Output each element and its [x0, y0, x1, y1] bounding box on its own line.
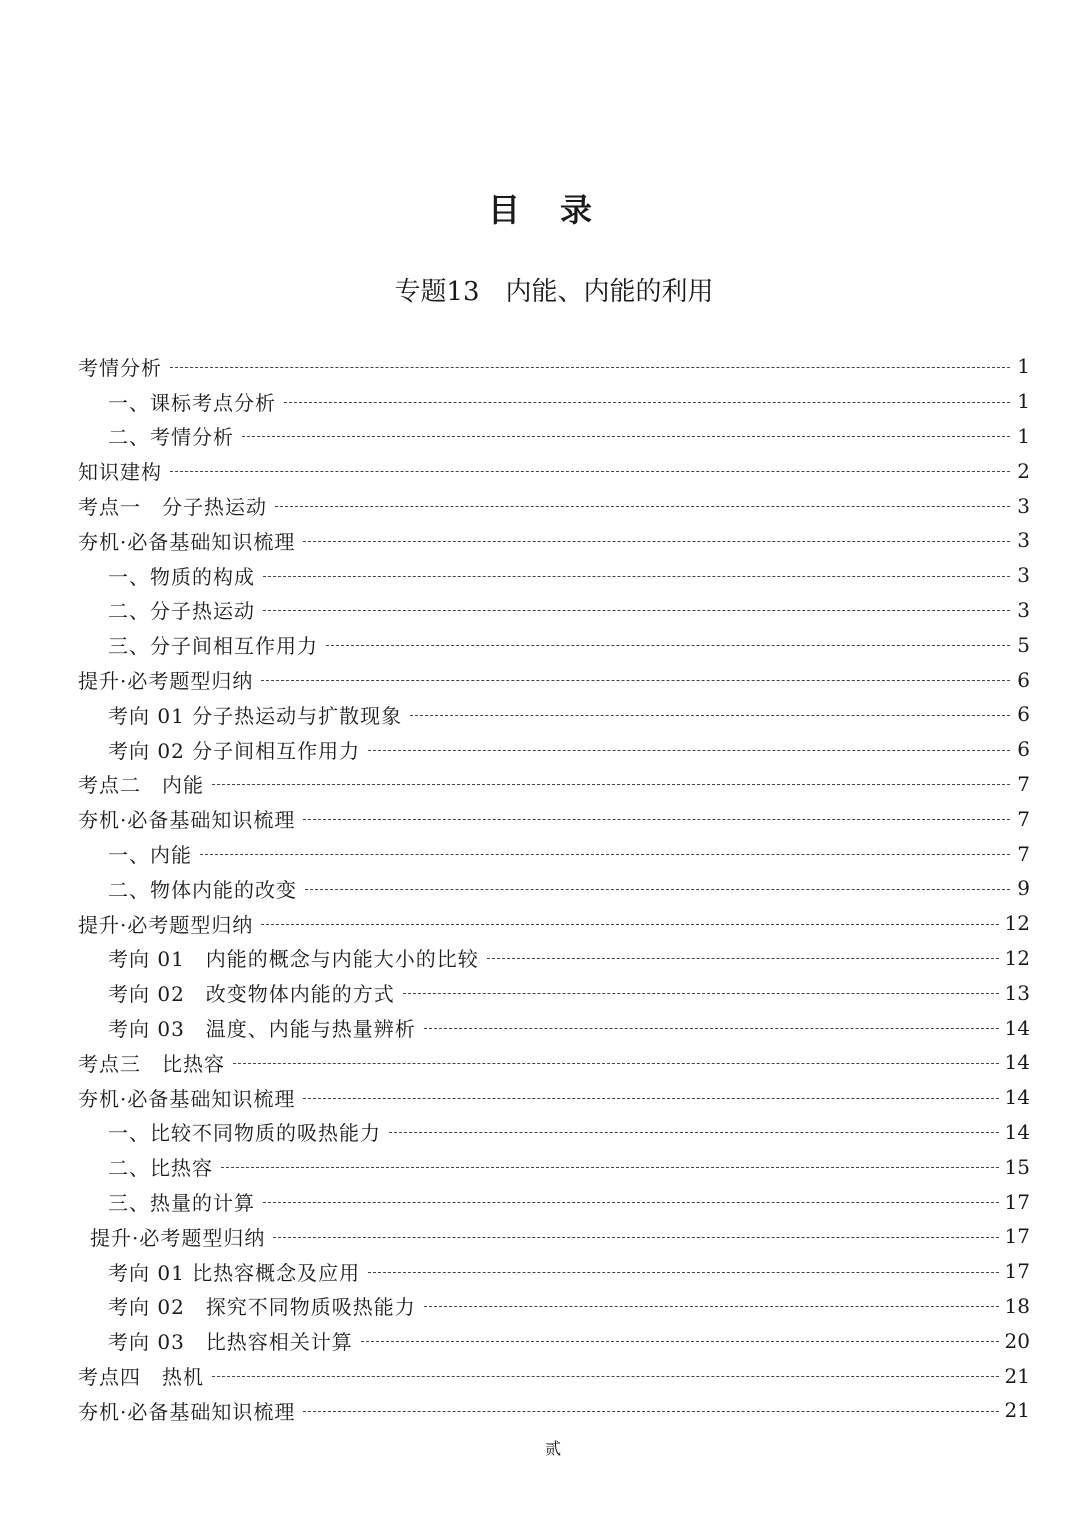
toc-page-number: 17	[1004, 1189, 1030, 1214]
toc-dash-leader	[261, 924, 998, 925]
toc-entry[interactable]	[78, 1010, 1030, 1045]
toc-entry[interactable]	[78, 1184, 1030, 1219]
toc-dash-leader	[410, 715, 1010, 716]
toc-dash-leader	[403, 993, 999, 994]
toc-page-number: 7	[1017, 771, 1030, 796]
toc-entry-label: 一、课标考点分析	[108, 390, 276, 415]
toc-dash-leader	[242, 436, 1010, 437]
toc-page-number: 14	[1004, 1050, 1030, 1075]
toc-page-number: 12	[1004, 911, 1030, 936]
toc-page-number: 13	[1004, 980, 1030, 1005]
toc-entry-label: 提升·必考题型归纳	[78, 912, 254, 937]
toc-page-number: 7	[1017, 806, 1030, 831]
toc-entry[interactable]	[78, 767, 1030, 802]
toc-entry-label: 知识建构	[78, 460, 162, 485]
toc-entry-label: 提升·必考题型归纳	[78, 669, 254, 694]
toc-dash-leader	[263, 576, 1010, 577]
toc-entry-label: 夯机·必备基础知识梳理	[78, 808, 296, 833]
toc-page-number: 12	[1004, 945, 1030, 970]
toc-page-number: 2	[1017, 458, 1030, 483]
toc-entry[interactable]	[78, 1149, 1030, 1184]
toc-entry[interactable]	[78, 906, 1030, 941]
toc-entry-label: 考点一 分子热运动	[78, 495, 267, 520]
toc-page-number: 1	[1017, 354, 1030, 379]
toc-entry-label: 考向 03 温度、内能与热量辨析	[108, 1017, 416, 1042]
toc-dash-leader	[263, 610, 1010, 611]
toc-entry-label: 夯机·必备基础知识梳理	[78, 529, 296, 554]
toc-entry-label: 夯机·必备基础知识梳理	[78, 1086, 296, 1111]
toc-dash-leader	[326, 645, 1010, 646]
toc-entry[interactable]	[78, 801, 1030, 836]
toc-entry[interactable]	[78, 732, 1030, 767]
toc-page-number: 5	[1017, 632, 1030, 657]
table-of-contents	[78, 349, 1030, 1428]
toc-dash-leader	[487, 958, 999, 959]
toc-page-number: 17	[1004, 1224, 1030, 1249]
toc-dash-leader	[221, 1167, 999, 1168]
toc-dash-leader	[303, 1411, 998, 1412]
toc-entry[interactable]	[78, 523, 1030, 558]
toc-entry[interactable]	[78, 1115, 1030, 1150]
toc-dash-leader	[263, 1202, 999, 1203]
toc-entry-label: 一、内能	[108, 843, 192, 868]
toc-entry[interactable]	[78, 1393, 1030, 1428]
toc-page-number: 14	[1004, 1119, 1030, 1144]
toc-page-number: 1	[1017, 389, 1030, 414]
toc-entry[interactable]	[78, 836, 1030, 871]
toc-entry-label: 考向 02 分子间相互作用力	[108, 738, 361, 763]
toc-page-number: 15	[1004, 1154, 1030, 1179]
toc-page-number: 3	[1017, 528, 1030, 553]
toc-entry-label: 考点三 比热容	[78, 1051, 225, 1076]
toc-page-number: 1	[1017, 423, 1030, 448]
toc-page-number: 20	[1004, 1328, 1030, 1353]
toc-entry[interactable]	[78, 488, 1030, 523]
toc-entry[interactable]	[78, 1358, 1030, 1393]
toc-dash-leader	[303, 819, 1010, 820]
toc-dash-leader	[368, 1272, 998, 1273]
toc-entry[interactable]	[78, 697, 1030, 732]
toc-entry-label: 考点四 热机	[78, 1365, 204, 1389]
toc-entry[interactable]	[78, 453, 1030, 488]
toc-dash-leader	[170, 367, 1010, 368]
toc-entry[interactable]	[78, 1254, 1030, 1289]
toc-dash-leader	[170, 471, 1010, 472]
page-title: 目录	[487, 191, 632, 229]
toc-entry[interactable]	[78, 1289, 1030, 1324]
toc-dash-leader	[212, 1376, 999, 1377]
toc-dash-leader	[361, 1341, 999, 1342]
toc-page-number: 6	[1017, 667, 1030, 692]
toc-entry[interactable]	[78, 349, 1030, 384]
page-subtitle: 专题13 内能、内能的利用	[394, 277, 714, 307]
toc-entry[interactable]	[78, 1080, 1030, 1115]
toc-page-number: 3	[1017, 493, 1030, 518]
toc-dash-leader	[275, 506, 1010, 507]
toc-page-number: 3	[1017, 563, 1030, 588]
toc-entry-label: 二、物体内能的改变	[108, 877, 297, 902]
toc-entry-label: 考向 01 内能的概念与内能大小的比较	[108, 947, 479, 972]
toc-entry-label: 考向 02 探究不同物质吸热能力	[108, 1295, 416, 1320]
toc-page-number: 6	[1017, 737, 1030, 762]
toc-entry-label: 提升·必考题型归纳	[90, 1225, 266, 1250]
toc-entry-label: 三、分子间相互作用力	[108, 634, 318, 659]
toc-page-number: 21	[1004, 1363, 1030, 1388]
toc-entry[interactable]	[78, 941, 1030, 976]
page-number-footer: 贰	[544, 1439, 561, 1458]
toc-entry[interactable]	[78, 871, 1030, 906]
toc-entry-label: 考向 01 分子热运动与扩散现象	[108, 703, 403, 728]
toc-page-number: 14	[1004, 1085, 1030, 1110]
toc-entry-label: 考点二 内能	[78, 773, 204, 798]
toc-page-number: 9	[1017, 876, 1030, 901]
toc-dash-leader	[200, 854, 1010, 855]
toc-entry-label: 二、考情分析	[108, 425, 234, 450]
toc-entry-label: 一、物质的构成	[108, 564, 255, 589]
toc-entry[interactable]	[78, 1045, 1030, 1080]
toc-page-number: 14	[1004, 1015, 1030, 1040]
toc-entry[interactable]	[78, 1219, 1030, 1254]
toc-entry-label: 考向 01 比热容概念及应用	[108, 1260, 361, 1285]
toc-entry-label: 二、分子热运动	[108, 599, 255, 624]
toc-entry-label: 考向 02 改变物体内能的方式	[108, 982, 395, 1007]
toc-page-number: 6	[1017, 702, 1030, 727]
toc-dash-leader	[305, 889, 1010, 890]
toc-entry[interactable]	[78, 558, 1030, 593]
toc-entry-label: 一、比较不同物质的吸热能力	[108, 1121, 381, 1146]
toc-dash-leader	[424, 1306, 999, 1307]
toc-entry[interactable]	[78, 975, 1030, 1010]
toc-dash-leader	[261, 680, 1010, 681]
toc-page-number: 7	[1017, 841, 1030, 866]
toc-dash-leader	[424, 1028, 999, 1029]
toc-page-number: 17	[1004, 1259, 1030, 1284]
toc-dash-leader	[233, 1063, 999, 1064]
toc-dash-leader	[368, 750, 1010, 751]
toc-entry-label: 夯机·必备基础知识梳理	[78, 1399, 296, 1424]
toc-entry[interactable]	[78, 384, 1030, 419]
toc-dash-leader	[284, 402, 1010, 403]
toc-page-number: 18	[1004, 1293, 1030, 1318]
toc-entry[interactable]	[78, 419, 1030, 454]
toc-entry-label: 考向 03 比热容相关计算	[108, 1330, 353, 1355]
toc-entry-label: 考情分析	[78, 355, 162, 380]
toc-page-number: 21	[1004, 1398, 1030, 1423]
toc-entry[interactable]	[78, 627, 1030, 662]
toc-entry[interactable]	[78, 593, 1030, 628]
toc-dash-leader	[389, 1132, 999, 1133]
toc-entry-label: 三、热量的计算	[108, 1191, 255, 1216]
toc-entry[interactable]	[78, 1323, 1030, 1358]
toc-dash-leader	[303, 1098, 998, 1099]
toc-page-number: 3	[1017, 597, 1030, 622]
toc-entry[interactable]	[78, 662, 1030, 697]
toc-entry-label: 二、比热容	[108, 1156, 213, 1181]
toc-dash-leader	[303, 541, 1010, 542]
toc-dash-leader	[212, 784, 1010, 785]
toc-dash-leader	[273, 1237, 998, 1238]
